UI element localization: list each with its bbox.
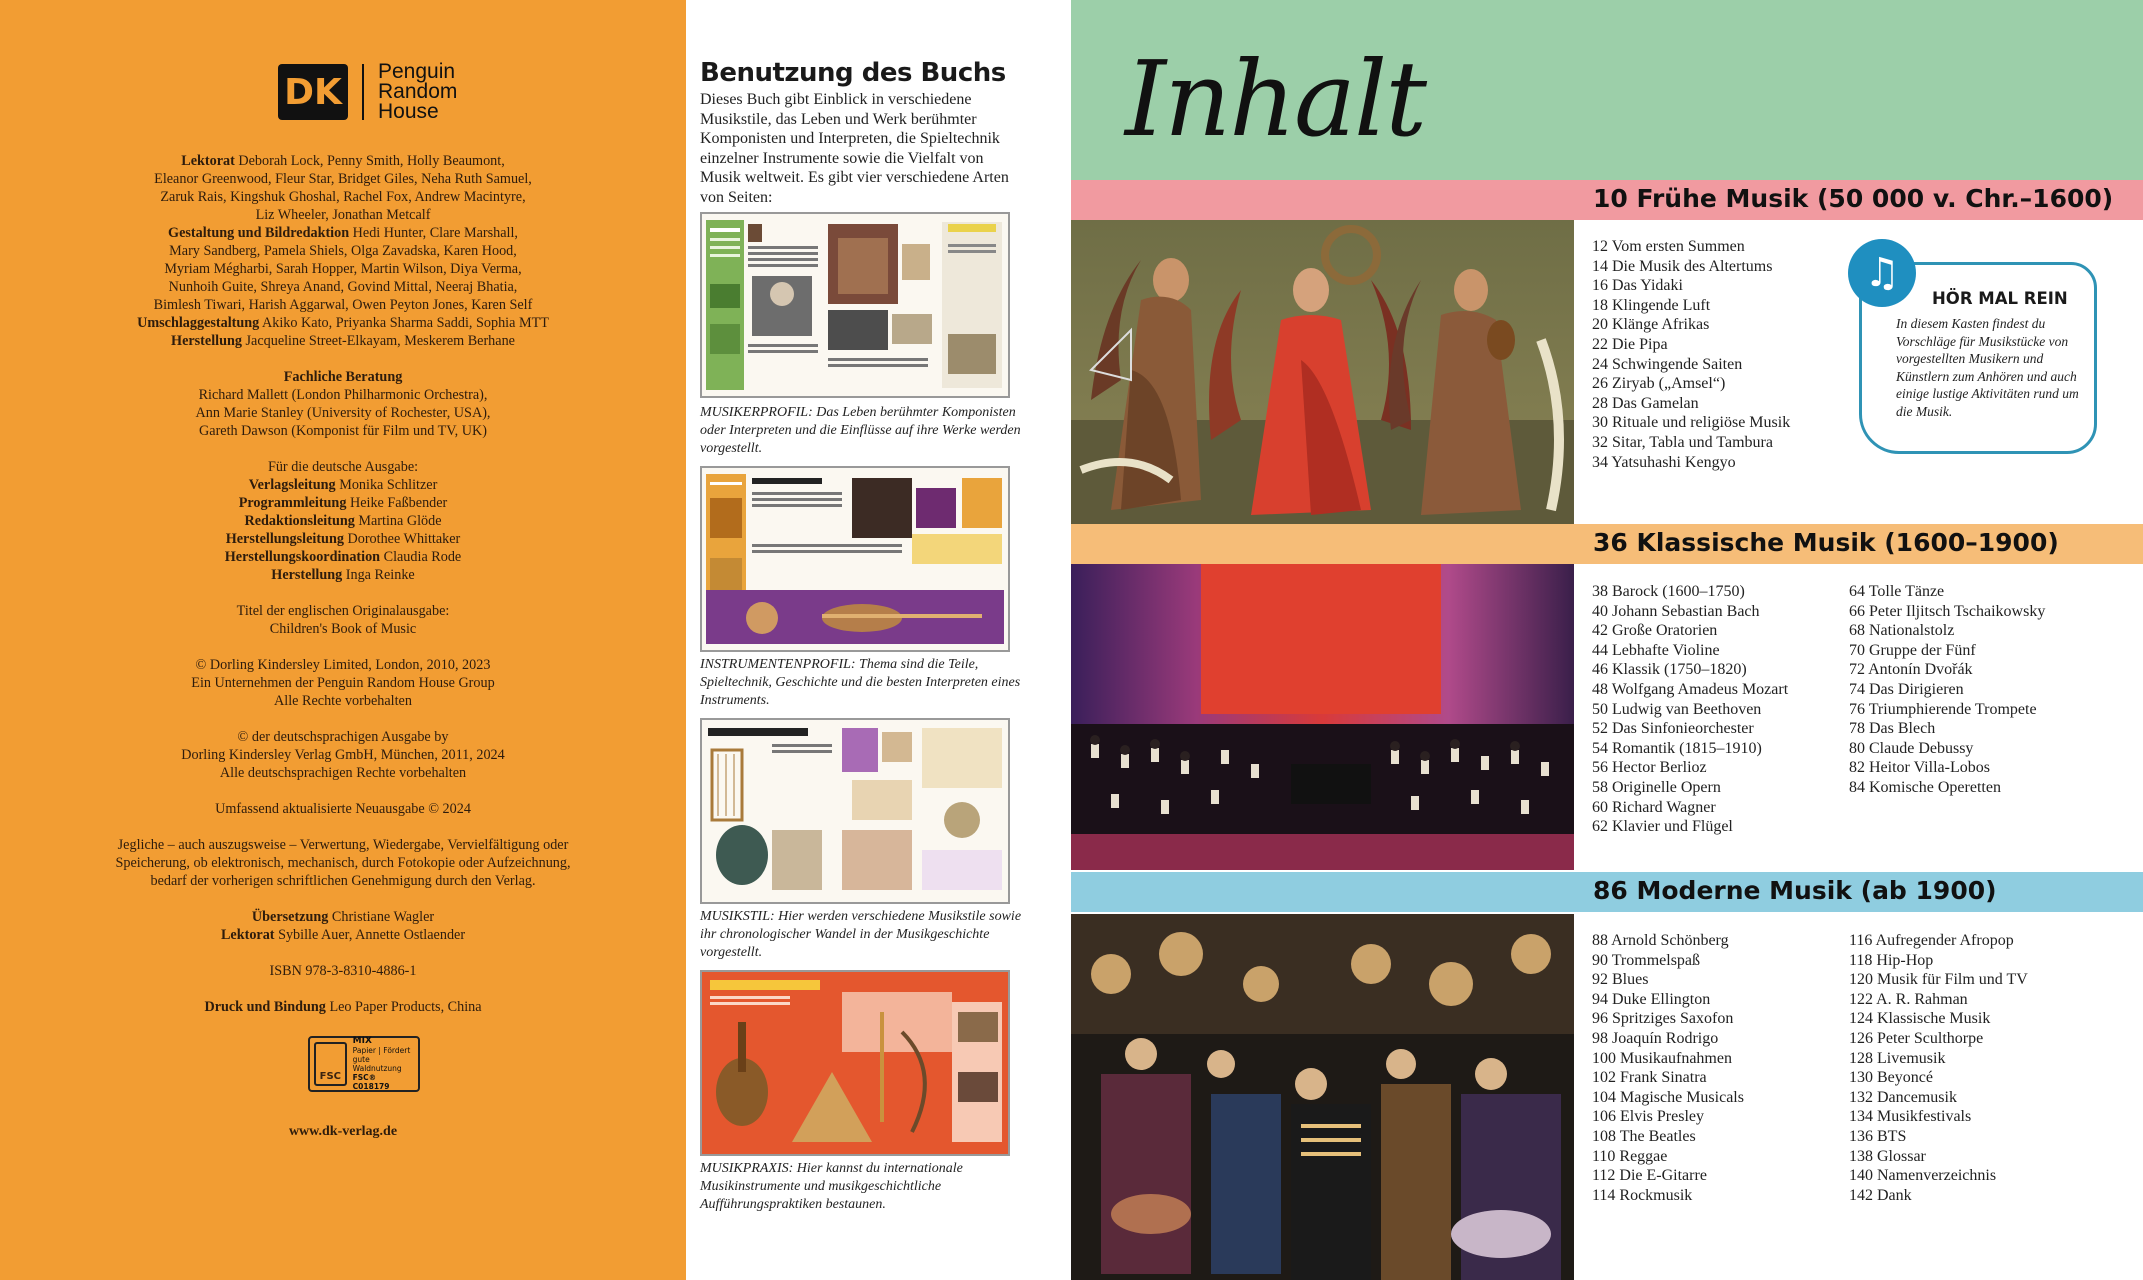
credit-role: Programmleitung [238, 495, 347, 511]
toc-entry[interactable]: 60 Richard Wagner [1592, 798, 1716, 816]
credit-role: Herstellungskoordination [224, 549, 381, 565]
credit-line [100, 242, 586, 260]
credit-line [100, 260, 586, 278]
credit-block [100, 602, 586, 638]
toc-entry[interactable]: 66 Peter Iljitsch Tschaikowsky [1849, 602, 2046, 620]
sample-page-practice [700, 970, 1010, 1156]
credit-line [100, 458, 586, 476]
toc-entry[interactable]: 12 Vom ersten Summen [1592, 238, 1745, 255]
credit-names: Titel der englischen Originalausgabe: [236, 603, 450, 619]
fsc-line: Papier | Fördert [352, 1046, 411, 1055]
toc-entry[interactable]: 110 Reggae [1592, 1147, 1668, 1165]
credit-names: Jacqueline Street-Elkayam, Meskerem Berhane [241, 333, 515, 349]
toc-entry[interactable]: 14 Die Musik des Altertums [1592, 257, 1773, 275]
fsc-label [308, 1036, 420, 1092]
publisher-logo [278, 62, 457, 122]
credit-line [100, 548, 586, 566]
credit-names: Leo Paper Products, China [325, 999, 482, 1015]
toc-entry[interactable]: 44 Lebhafte Violine [1592, 641, 1720, 659]
toc-entry[interactable]: 46 Klassik (1750–1820) [1592, 661, 1747, 679]
credit-role: Druck und Bindung [204, 999, 326, 1015]
orchestra-photo [1071, 564, 1574, 870]
toc-entry[interactable]: 138 Glossar [1849, 1147, 1926, 1165]
credit-block [100, 962, 586, 980]
dk-logo-mark: DK [278, 64, 348, 120]
credit-line [100, 296, 586, 314]
toc-entry[interactable]: 52 Das Sinfonieorchester [1592, 720, 1754, 738]
toc-entry[interactable]: 28 Das Gamelan [1592, 394, 1699, 412]
toc-entry[interactable]: 24 Schwingende Saiten [1592, 355, 1743, 373]
section-title[interactable]: 86 Moderne Musik (ab 1900) [1593, 876, 1997, 905]
credit-line [100, 512, 586, 530]
toc-entry[interactable]: 40 Johann Sebastian Bach [1592, 602, 1760, 620]
musical-photo [1071, 914, 1574, 1280]
toc-entry[interactable]: 42 Große Oratorien [1592, 622, 1718, 640]
toc-entry[interactable]: 136 BTS [1849, 1127, 1907, 1145]
credit-role: Fachliche Beratung [283, 369, 403, 385]
logo-divider [362, 64, 364, 120]
credit-line [100, 566, 586, 584]
toc-entry[interactable]: 118 Hip-Hop [1849, 951, 1934, 969]
credit-role: Lektorat [220, 927, 275, 943]
toc-entry[interactable]: 142 Dank [1849, 1186, 1912, 1204]
credit-line [100, 692, 586, 710]
caption-instrument: INSTRUMENTENPROFIL: Thema sind die Teile, Spieltechnik, Geschichte und die besten Interpreten eines Instruments. [700, 657, 1021, 708]
toc-entry[interactable]: 130 Beyoncé [1849, 1069, 1933, 1087]
credit-role: Übersetzung [251, 909, 329, 925]
toc-entry[interactable]: 98 Joaquín Rodrigo [1592, 1029, 1719, 1047]
credit-line [100, 836, 586, 854]
credit-line [100, 998, 586, 1016]
credit-names: Liz Wheeler, Jonathan Metcalf [255, 207, 431, 223]
credit-line [100, 404, 586, 422]
credit-role: Umschlaggestaltung [137, 315, 260, 331]
usage-title: Benutzung des Buchs [700, 58, 1006, 88]
credit-names: Claudia Rode [380, 549, 462, 565]
caption-profile: MUSIKERPROFIL: Das Leben berühmter Komponisten oder Interpreten und die Einflüsse auf ihre Werke werden vorgestellt. [700, 405, 1021, 456]
credit-line [100, 332, 586, 350]
credit-block [100, 656, 586, 710]
credit-names: Inga Reinke [342, 567, 415, 583]
toc-entry[interactable]: 74 Das Dirigieren [1849, 680, 1964, 698]
usage-page [686, 0, 1071, 1280]
credit-line [100, 674, 586, 692]
credit-names: Nunhoih Guite, Shreya Anand, Govind Mittal, Neeraj Bhatia, [168, 279, 518, 295]
credit-names: Richard Mallett (London Philharmonic Orchestra), [198, 387, 488, 403]
credit-block [100, 368, 586, 440]
toc-entry[interactable]: 116 Aufregender Afropop [1849, 932, 2014, 949]
credit-names: Heike Faßbender [346, 495, 448, 511]
toc-early-music [1592, 237, 1790, 472]
credit-line [100, 224, 586, 242]
credit-names: Ann Marie Stanley (University of Rochester, USA), [195, 405, 491, 421]
section-title[interactable]: 10 Frühe Musik (50 000 v. Chr.–1600) [1593, 184, 2114, 213]
credit-block [100, 836, 586, 890]
toc-entry[interactable]: 50 Ludwig van Beethoven [1592, 700, 1762, 718]
toc-entry[interactable]: 68 Nationalstolz [1849, 622, 1955, 640]
credit-names: Christiane Wagler [328, 909, 435, 925]
usage-intro: Dieses Buch gibt Einblick in verschiedene Musikstile, das Leben und Werk berühmter Komponisten und Interpreten, die Spieltechnik einzelner Instrumente sowie die Vielfalt von Musik weltweit. Es gibt vier verschiedene Arten von Seiten: [700, 91, 1009, 206]
contents-title: Inhalt [1125, 38, 1426, 160]
toc-entry[interactable]: 20 Klänge Afrikas [1592, 316, 1710, 334]
caption-style: MUSIKSTIL: Hier werden verschiedene Musikstile sowie ihr chronologischer Wandel in der Musikgeschichte vorgestellt. [700, 909, 1022, 960]
credit-names: Mary Sandberg, Pamela Shiels, Olga Zavadska, Karen Hood, [169, 243, 517, 259]
listen-box [1859, 250, 2097, 454]
toc-entry[interactable]: 134 Musikfestivals [1849, 1108, 1972, 1126]
credit-role: Gestaltung und Bildredaktion [168, 225, 350, 241]
credit-role: Herstellungsleitung [225, 531, 344, 547]
practice-page-thumbnail [702, 972, 1008, 1154]
logo-wordmark [378, 62, 457, 122]
credit-names: ISBN 978-3-8310-4886-1 [269, 963, 417, 979]
credit-names: Alle deutschsprachigen Rechte vorbehalten [219, 765, 467, 781]
section-title[interactable]: 36 Klassische Musik (1600–1900) [1593, 528, 2059, 557]
imprint-page [0, 0, 686, 1280]
credit-block [100, 908, 586, 944]
logo-line: Random [378, 80, 458, 103]
section-early-music-header [1071, 180, 2143, 220]
toc-entry[interactable]: 56 Hector Berlioz [1592, 759, 1707, 777]
caption-practice: MUSIKPRAXIS: Hier kannst du internationale Musikinstrumente und musikgeschichtliche Aufführungspraktiken bestaunen. [700, 1161, 963, 1212]
toc-entry[interactable]: 16 Das Yidaki [1592, 277, 1683, 295]
credit-names: Sybille Auer, Annette Ostlaender [274, 927, 466, 943]
credit-line [100, 728, 586, 746]
toc-entry[interactable]: 26 Ziryab („Amsel“) [1592, 375, 1726, 393]
credit-line [100, 746, 586, 764]
credit-line [100, 476, 586, 494]
credit-block [100, 458, 586, 584]
contents-header [1071, 0, 2143, 180]
section-modern-header [1071, 872, 2143, 912]
toc-entry[interactable]: 70 Gruppe der Fünf [1849, 641, 1976, 659]
credit-block [100, 728, 586, 782]
toc-entry[interactable]: 78 Das Blech [1849, 720, 1936, 738]
credit-names: Myriam Mégharbi, Sarah Hopper, Martin Wilson, Diya Verma, [164, 261, 522, 277]
toc-entry[interactable]: 58 Originelle Opern [1592, 778, 1721, 796]
credit-names: Deborah Lock, Penny Smith, Holly Beaumont, [234, 153, 505, 169]
toc-entry[interactable]: 88 Arnold Schönberg [1592, 932, 1729, 949]
sample-page-profile [700, 212, 1010, 398]
music-note-icon: ♫ [1848, 239, 1916, 307]
credit-line [100, 422, 586, 440]
toc-entry[interactable]: 128 Livemusik [1849, 1049, 1946, 1067]
credit-names: Alle Rechte vorbehalten [274, 693, 412, 709]
orchestra-photo-image [1071, 564, 1574, 870]
contents-page [1071, 0, 2143, 1280]
credit-role: Lektorat [181, 153, 235, 169]
credit-names: bedarf der vorherigen schriftlichen Genehmigung durch den Verlag. [150, 873, 536, 889]
fsc-line: gute Waldnutzung [352, 1055, 402, 1073]
toc-entry[interactable]: 92 Blues [1592, 971, 1649, 989]
logo-line: Penguin [378, 60, 456, 83]
credit-role: Herstellung [271, 567, 343, 583]
style-page-thumbnail [702, 720, 1008, 902]
fsc-mix: MIX [352, 1036, 372, 1046]
toc-entry[interactable]: 108 The Beatles [1592, 1127, 1696, 1145]
musical-photo-image [1071, 914, 1574, 1280]
credit-line [100, 800, 586, 818]
toc-entry[interactable]: 72 Antonín Dvořák [1849, 661, 1973, 679]
fsc-code: FSC® C018179 [352, 1073, 390, 1091]
toc-entry[interactable]: 80 Claude Debussy [1849, 739, 1974, 757]
toc-entry[interactable]: 104 Magische Musicals [1592, 1088, 1744, 1106]
toc-entry[interactable]: 122 A. R. Rahman [1849, 990, 1968, 1008]
toc-entry[interactable]: 34 Yatsuhashi Kengyo [1592, 453, 1736, 471]
credit-names: © der deutschsprachigen Ausgabe by [237, 729, 449, 745]
toc-entry[interactable]: 132 Dancemusik [1849, 1088, 1957, 1106]
credit-line [100, 764, 586, 782]
angels-painting [1071, 220, 1574, 524]
credit-block [100, 152, 586, 350]
toc-entry[interactable]: 124 Klassische Musik [1849, 1010, 1991, 1028]
angels-painting-image [1071, 220, 1574, 524]
credit-line [100, 854, 586, 872]
credit-names: Children's Book of Music [269, 621, 417, 637]
toc-entry[interactable]: 38 Barock (1600–1750) [1592, 583, 1745, 600]
toc-entry[interactable]: 106 Elvis Presley [1592, 1108, 1704, 1126]
credit-line [100, 386, 586, 404]
credit-block [100, 800, 586, 818]
toc-entry[interactable]: 62 Klavier und Flügel [1592, 818, 1733, 836]
toc-entry[interactable]: 84 Komische Operetten [1849, 778, 2001, 796]
toc-entry[interactable]: 22 Die Pipa [1592, 335, 1668, 353]
credit-names: © Dorling Kindersley Limited, London, 2010, 2023 [195, 657, 491, 673]
fsc-text [353, 1037, 414, 1091]
toc-entry[interactable]: 18 Klingende Luft [1592, 296, 1711, 314]
sample-page-style [700, 718, 1010, 904]
toc-entry[interactable]: 126 Peter Sculthorpe [1849, 1029, 1984, 1047]
toc-classical-col2 [1849, 582, 2045, 798]
credit-names: Umfassend aktualisierte Neuausgabe © 2024 [215, 801, 471, 817]
profile-page-thumbnail [702, 214, 1008, 396]
toc-entry[interactable]: 94 Duke Ellington [1592, 990, 1711, 1008]
toc-entry[interactable]: 64 Tolle Tänze [1849, 583, 1945, 600]
credit-names: Ein Unternehmen der Penguin Random House Group [191, 675, 495, 691]
credit-names: Gareth Dawson (Komponist für Film und TV, UK) [199, 423, 487, 439]
toc-entry[interactable]: 82 Heitor Villa-Lobos [1849, 759, 1990, 777]
toc-modern-col2 [1849, 931, 2028, 1205]
toc-entry[interactable]: 90 Trommelspaß [1592, 951, 1701, 969]
toc-entry[interactable]: 32 Sitar, Tabla und Tambura [1592, 433, 1773, 451]
toc-entry[interactable]: 54 Romantik (1815–1910) [1592, 739, 1762, 757]
credit-block [100, 998, 586, 1016]
section-classical-header [1071, 524, 2143, 564]
credit-line [100, 908, 586, 926]
toc-entry[interactable]: 102 Frank Sinatra [1592, 1069, 1707, 1087]
toc-entry[interactable]: 140 Namenverzeichnis [1849, 1167, 1997, 1185]
credit-line [100, 494, 586, 512]
credit-line [100, 188, 586, 206]
sample-page-instrument [700, 466, 1010, 652]
credit-line [100, 872, 586, 890]
credit-line [100, 368, 586, 386]
website-link[interactable]: www.dk-verlag.de [288, 1124, 398, 1139]
credit-names: Akiko Kato, Priyanka Sharma Saddi, Sophia MTT [259, 315, 549, 331]
listen-box-title: HÖR MAL REIN [1932, 289, 2068, 308]
credit-line [100, 962, 586, 980]
fsc-tree-icon: FSC [314, 1042, 347, 1086]
credit-line [100, 602, 586, 620]
credit-names: Jegliche – auch auszugsweise – Verwertung, Wiedergabe, Vervielfältigung oder [117, 837, 569, 853]
credit-line [100, 314, 586, 332]
listen-box-text: In diesem Kasten findest du Vorschläge für Musikstücke von vorgestellten Musikern und Künstlern zum Anhören und auch einige lustige Aktivitäten rund um die Musik. [1896, 316, 2079, 419]
credit-names: Speicherung, ob elektronisch, mechanisch, durch Fotokopie oder Aufzeichnung, [115, 855, 571, 871]
credit-names: Dorling Kindersley Verlag GmbH, München, 2011, 2024 [181, 747, 505, 763]
credit-line [100, 620, 586, 638]
toc-entry[interactable]: 76 Triumphierende Trompete [1849, 700, 2037, 718]
credit-names: Bimlesh Tiwari, Harish Aggarwal, Owen Peyton Jones, Karen Self [153, 297, 533, 313]
credit-line [100, 170, 586, 188]
credits-list [100, 152, 586, 1034]
toc-entry[interactable]: 112 Die E-Gitarre [1592, 1167, 1707, 1185]
credit-line [100, 206, 586, 224]
toc-entry[interactable]: 120 Musik für Film und TV [1849, 971, 2028, 989]
toc-entry[interactable]: 30 Rituale und religiöse Musik [1592, 414, 1791, 432]
toc-modern-col1 [1592, 931, 1744, 1205]
credit-names: Martina Glöde [354, 513, 442, 529]
instrument-page-thumbnail [702, 468, 1008, 650]
credit-names: Monika Schlitzer [335, 477, 438, 493]
credit-role: Herstellung [171, 333, 242, 349]
toc-classical-col1 [1592, 582, 1788, 837]
toc-entry[interactable]: 100 Musikaufnahmen [1592, 1049, 1732, 1067]
toc-entry[interactable]: 114 Rockmusik [1592, 1186, 1693, 1204]
credit-line [100, 530, 586, 548]
credit-role: Redaktionsleitung [244, 513, 355, 529]
toc-entry[interactable]: 96 Spritziges Saxofon [1592, 1010, 1734, 1028]
credit-names: Für die deutsche Ausgabe: [267, 459, 419, 475]
credit-names: Dorothee Whittaker [343, 531, 461, 547]
credit-line [100, 926, 586, 944]
credit-names: Eleanor Greenwood, Fleur Star, Bridget Giles, Neha Ruth Samuel, [154, 171, 532, 187]
credit-names: Zaruk Rais, Kingshuk Ghoshal, Rachel Fox, Andrew Macintyre, [160, 189, 526, 205]
logo-line: House [378, 100, 439, 123]
credit-line [100, 278, 586, 296]
credit-line [100, 152, 586, 170]
credit-names: Hedi Hunter, Clare Marshall, [349, 225, 518, 241]
credit-role: Verlagsleitung [248, 477, 336, 493]
credit-line [100, 656, 586, 674]
toc-entry[interactable]: 48 Wolfgang Amadeus Mozart [1592, 680, 1789, 698]
